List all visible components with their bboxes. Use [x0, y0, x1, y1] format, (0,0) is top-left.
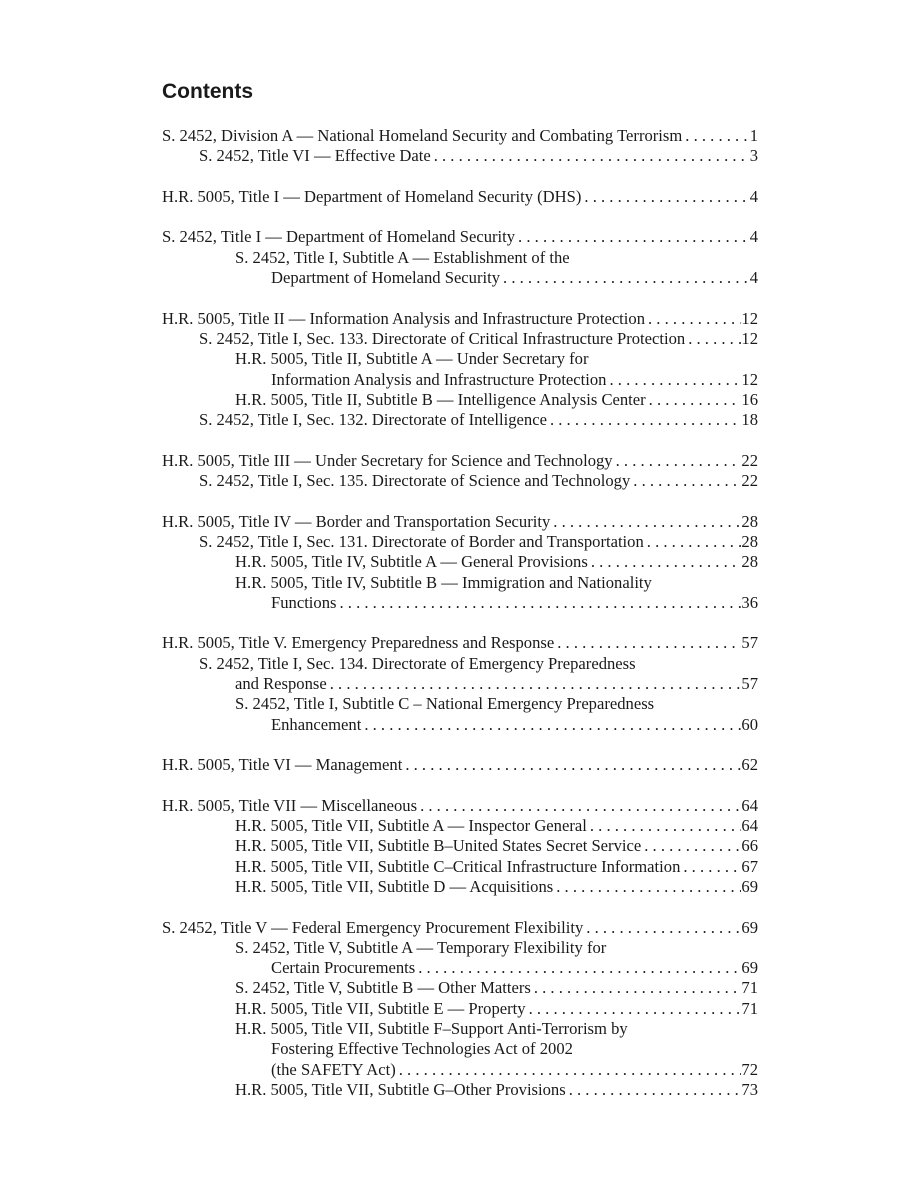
dot-leader — [644, 532, 742, 552]
toc-page-number: 36 — [741, 592, 758, 612]
toc-entry-title: H.R. 5005, Title I — Department of Homeland Security (DHS) — [162, 186, 582, 206]
toc-entry[interactable] — [162, 451, 758, 471]
toc-page-number: 18 — [741, 410, 758, 430]
toc-page-number: 57 — [741, 633, 758, 653]
dot-leader — [682, 126, 749, 146]
toc-entry[interactable] — [162, 309, 758, 329]
dot-leader — [396, 1060, 742, 1080]
toc-entry[interactable] — [162, 532, 758, 552]
toc-entry[interactable] — [162, 633, 758, 653]
toc-entry-title: S. 2452, Division A — National Homeland Security and Combating Terrorism — [162, 126, 683, 145]
toc-entry[interactable] — [162, 1080, 758, 1100]
toc-entry[interactable] — [162, 390, 758, 410]
toc-entry[interactable] — [162, 978, 758, 998]
toc-page-number: 4 — [749, 186, 758, 206]
toc-entry-title: S. 2452, Title I, Sec. 131. Directorate of Border and Transportation — [199, 531, 644, 551]
toc-entry[interactable] — [162, 370, 758, 390]
toc-page-number: 12 — [741, 328, 758, 348]
toc-entry[interactable] — [162, 796, 758, 816]
toc-page-number: 66 — [741, 836, 758, 856]
toc-entry — [162, 694, 758, 714]
toc-entry-title: S. 2452, Title I, Subtitle C – National Emergency Preparedness — [235, 694, 655, 714]
toc-entry[interactable] — [162, 187, 758, 207]
toc-entry-title: H.R. 5005, Title III — Under Secretary for Science and Technology — [162, 450, 613, 470]
dot-leader — [336, 593, 741, 613]
dot-leader — [415, 958, 741, 978]
toc-entry-title: H.R. 5005, Title VII, Subtitle F–Support Anti-Terrorism by — [235, 1019, 628, 1039]
dot-leader — [526, 999, 742, 1019]
toc-entry[interactable] — [162, 512, 758, 532]
toc-entry-title: Department of Homeland Security — [271, 268, 501, 288]
toc-page-number: 4 — [749, 227, 758, 247]
toc-page-number: 12 — [741, 369, 758, 389]
dot-leader — [588, 552, 742, 572]
dot-leader — [327, 674, 742, 694]
toc-page-number: 28 — [741, 511, 758, 531]
toc-entry[interactable] — [162, 877, 758, 897]
toc-entry-title: H.R. 5005, Title VII, Subtitle G–Other Provisions — [235, 1079, 566, 1099]
toc-entry-title: S. 2452, Title I, Sec. 135. Directorate of Science and Technology — [199, 471, 631, 491]
dot-leader — [402, 755, 741, 775]
dot-leader — [550, 512, 741, 532]
toc-entry — [162, 1039, 758, 1059]
toc-entry[interactable] — [162, 836, 758, 856]
toc-page-number: 4 — [749, 268, 758, 288]
toc-page-number: 62 — [741, 755, 758, 775]
dot-leader — [645, 309, 741, 329]
toc-entry-title: S. 2452, Title I, Subtitle A — Establishment of the — [235, 247, 570, 267]
toc-entry-title: S. 2452, Title V — Federal Emergency Procurement Flexibility — [162, 917, 584, 937]
toc-page-number: 71 — [741, 998, 758, 1018]
toc-entry[interactable] — [162, 329, 758, 349]
toc-entry-title: H.R. 5005, Title II, Subtitle B — Intelligence Analysis Center — [235, 389, 646, 409]
dot-leader — [500, 268, 750, 288]
toc-entry-title: H.R. 5005, Title IV, Subtitle B — Immigration and Nationality — [235, 572, 652, 592]
toc-entry-title: H.R. 5005, Title II — Information Analysis and Infrastructure Protection — [162, 308, 645, 328]
toc-page-number: 28 — [741, 531, 758, 551]
dot-leader — [361, 715, 741, 735]
toc-entry — [162, 654, 758, 674]
contents-heading: Contents — [162, 80, 253, 103]
dot-leader — [547, 410, 741, 430]
toc-entry[interactable] — [162, 674, 758, 694]
toc-entry-title: H.R. 5005, Title IV, Subtitle A — General Provisions — [235, 552, 588, 572]
dot-leader — [431, 146, 750, 166]
dot-leader — [641, 836, 741, 856]
toc-page-number: 22 — [741, 471, 758, 491]
toc-entry-title: S. 2452, Title I, Sec. 133. Directorate of Critical Infrastructure Protection — [199, 328, 686, 348]
toc-entry — [162, 349, 758, 369]
dot-leader — [581, 187, 749, 207]
toc-entry-title: Enhancement — [271, 714, 362, 734]
toc-entry[interactable] — [162, 857, 758, 877]
toc-entry[interactable] — [162, 268, 758, 288]
toc-entry-title: Fostering Effective Technologies Act of 2002 — [271, 1039, 573, 1059]
toc-entry[interactable] — [162, 471, 758, 491]
toc-entry[interactable] — [162, 715, 758, 735]
toc-entry[interactable] — [162, 755, 758, 775]
toc-page-number: 71 — [741, 978, 758, 998]
dot-leader — [531, 978, 742, 998]
dot-leader — [587, 816, 742, 836]
toc-entry-title: H.R. 5005, Title IV — Border and Transportation Security — [162, 511, 551, 531]
toc-entry-title: H.R. 5005, Title VI — Management — [162, 755, 403, 775]
toc-entry-title: Functions — [271, 592, 337, 612]
toc-page-number: 57 — [741, 674, 758, 694]
toc-entry-title: H.R. 5005, Title VII, Subtitle C–Critical Infrastructure Information — [235, 856, 681, 876]
dot-leader — [515, 227, 750, 247]
toc-entry[interactable] — [162, 816, 758, 836]
toc-entry[interactable] — [162, 918, 758, 938]
toc-entry[interactable] — [162, 1060, 758, 1080]
toc-entry-title: S. 2452, Title I, Sec. 134. Directorate of Emergency Preparedness — [199, 653, 636, 673]
dot-leader — [680, 857, 741, 877]
toc-entry-title: S. 2452, Title I, Sec. 132. Directorate of Intelligence — [199, 410, 547, 430]
toc-entry[interactable] — [162, 999, 758, 1019]
toc-page-number: 69 — [741, 876, 758, 896]
toc-page-number: 12 — [741, 308, 758, 328]
toc-entry-title: H.R. 5005, Title II, Subtitle A — Under Secretary for — [235, 349, 589, 369]
toc-page-number: 60 — [741, 714, 758, 734]
dot-leader — [417, 796, 741, 816]
toc-entry[interactable] — [162, 227, 758, 247]
dot-leader — [583, 918, 741, 938]
dot-leader — [554, 633, 741, 653]
toc-entry-title: S. 2452, Title V, Subtitle A — Temporary Flexibility for — [235, 937, 607, 957]
dot-leader — [630, 471, 741, 491]
toc-entry — [162, 573, 758, 593]
toc-entry-title: H.R. 5005, Title VII, Subtitle D — Acquisitions — [235, 876, 554, 896]
table-of-contents — [162, 126, 758, 1100]
toc-entry-title: H.R. 5005, Title V. Emergency Preparedness and Response — [162, 633, 555, 653]
toc-entry-title: H.R. 5005, Title VII, Subtitle E — Property — [235, 998, 526, 1018]
toc-page-number: 64 — [741, 795, 758, 815]
toc-page-number: 69 — [741, 917, 758, 937]
toc-page-number: 64 — [741, 816, 758, 836]
toc-entry-title: H.R. 5005, Title VII, Subtitle B–United States Secret Service — [235, 836, 642, 856]
toc-entry-title: S. 2452, Title VI — Effective Date — [199, 146, 431, 166]
toc-page-number: 22 — [741, 450, 758, 470]
toc-entry-title: H.R. 5005, Title VII, Subtitle A — Inspector General — [235, 816, 587, 836]
toc-page-number: 73 — [741, 1079, 758, 1099]
toc-entry[interactable] — [162, 126, 758, 146]
toc-entry-title: and Response — [235, 674, 327, 694]
toc-entry-title: Information Analysis and Infrastructure Protection — [271, 369, 607, 389]
toc-entry — [162, 248, 758, 268]
dot-leader — [606, 370, 741, 390]
toc-entry-title: S. 2452, Title I — Department of Homeland Security — [162, 227, 516, 247]
toc-entry[interactable] — [162, 552, 758, 572]
toc-entry — [162, 938, 758, 958]
toc-page-number: 72 — [741, 1059, 758, 1079]
toc-entry[interactable] — [162, 593, 758, 613]
toc-entry[interactable] — [162, 146, 758, 166]
toc-page-number: 1 — [749, 126, 758, 145]
toc-entry — [162, 1019, 758, 1039]
dot-leader — [685, 329, 741, 349]
dot-leader — [566, 1080, 742, 1100]
toc-page-number: 3 — [749, 146, 758, 166]
toc-entry-title: H.R. 5005, Title VII — Miscellaneous — [162, 795, 418, 815]
toc-page-number: 67 — [741, 856, 758, 876]
toc-entry[interactable] — [162, 410, 758, 430]
dot-leader — [646, 390, 742, 410]
dot-leader — [553, 877, 741, 897]
toc-entry-title: Certain Procurements — [271, 958, 416, 978]
toc-entry-title: (the SAFETY Act) — [271, 1059, 396, 1079]
toc-entry[interactable] — [162, 958, 758, 978]
toc-page-number: 16 — [741, 389, 758, 409]
toc-page-number: 28 — [741, 552, 758, 572]
toc-entry-title: S. 2452, Title V, Subtitle B — Other Matters — [235, 978, 531, 998]
dot-leader — [613, 451, 742, 471]
toc-page-number: 69 — [741, 958, 758, 978]
